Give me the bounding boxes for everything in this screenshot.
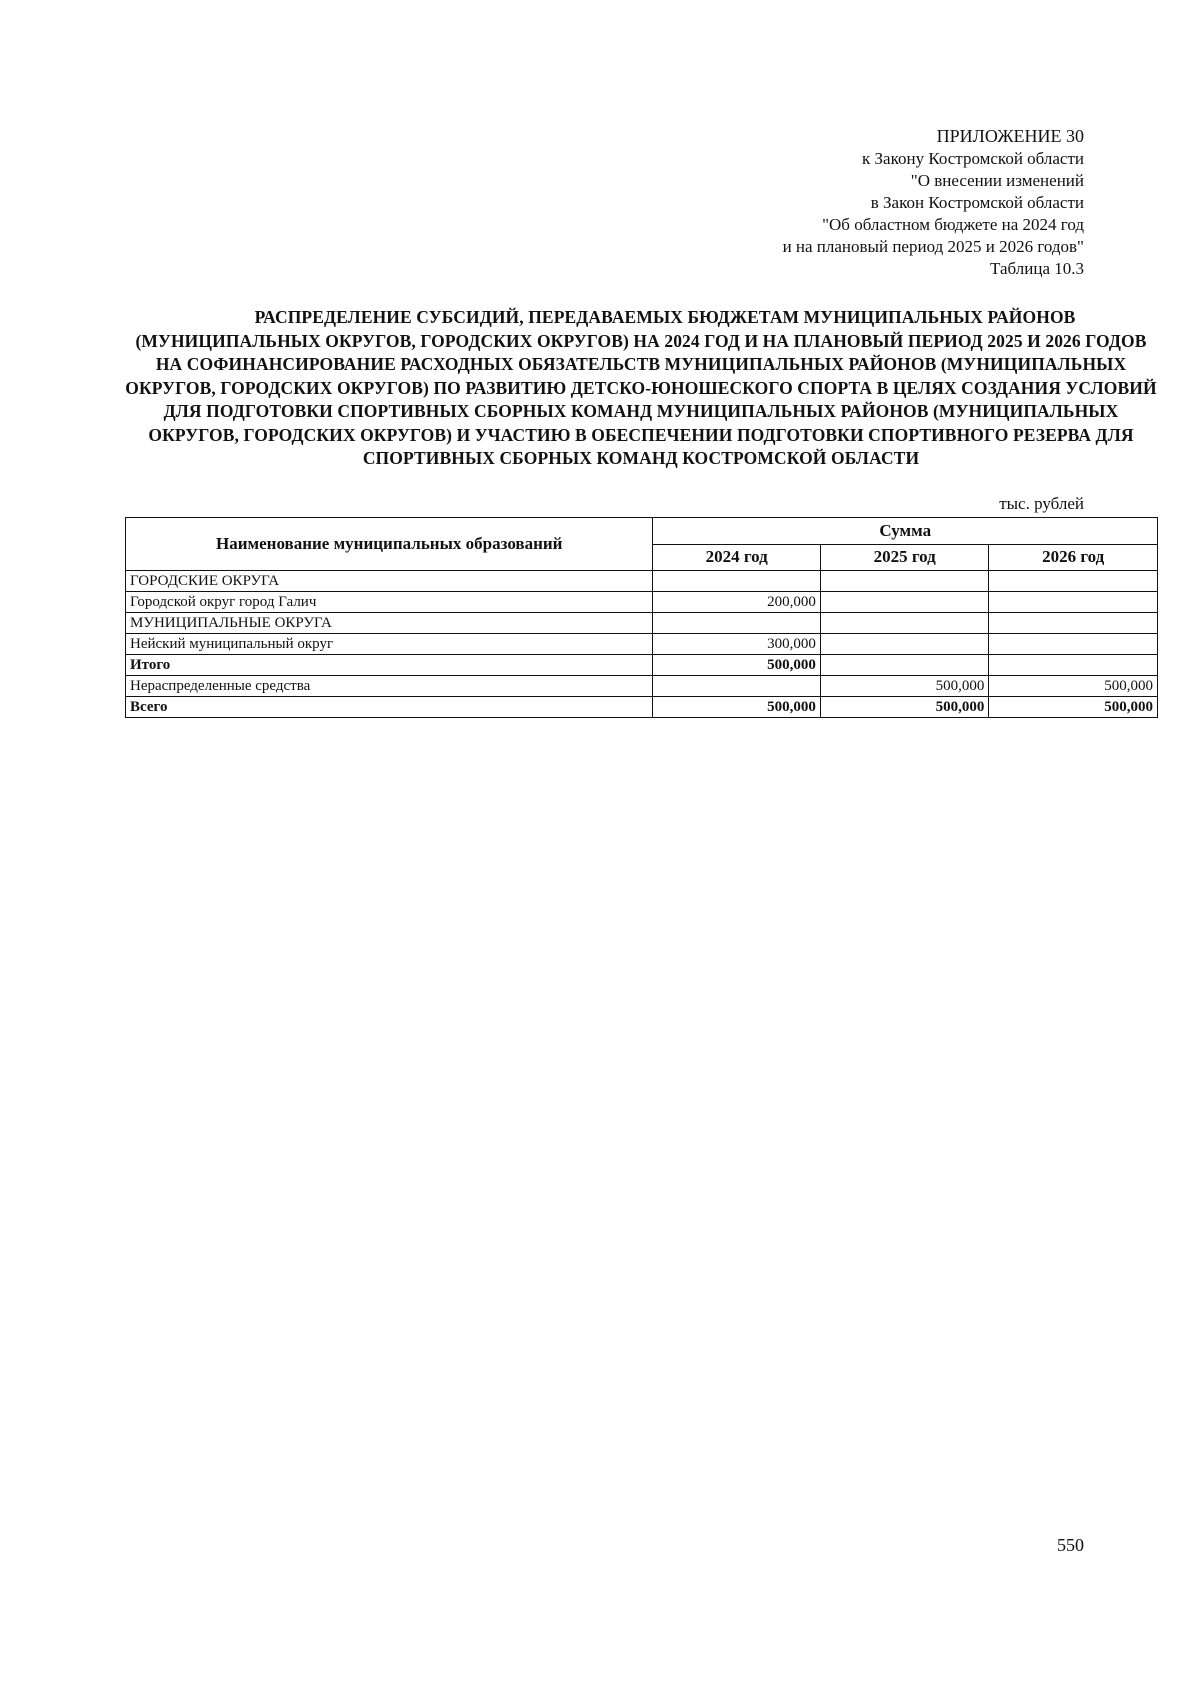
row-value-2024: 500,000 xyxy=(653,655,820,676)
row-name: Итого xyxy=(126,655,653,676)
column-header-sum: Сумма xyxy=(653,518,1158,545)
row-value-2024 xyxy=(653,613,820,634)
table-row xyxy=(126,613,1158,634)
row-name: ГОРОДСКИЕ ОКРУГА xyxy=(126,571,653,592)
row-value-2025: 500,000 xyxy=(820,697,989,718)
column-header-2025: 2025 год xyxy=(820,544,989,571)
row-value-2025: 500,000 xyxy=(820,676,989,697)
row-value-2026 xyxy=(989,592,1158,613)
table-row xyxy=(126,571,1158,592)
subsidy-table xyxy=(125,517,1158,718)
table-row xyxy=(126,592,1158,613)
page-number: 550 xyxy=(1057,1535,1084,1555)
row-name: Нераспределенные средства xyxy=(126,676,653,697)
row-name: МУНИЦИПАЛЬНЫЕ ОКРУГА xyxy=(126,613,653,634)
table-row xyxy=(126,634,1158,655)
appendix-line: и на плановый период 2025 и 2026 годов" xyxy=(782,237,1084,256)
appendix-line: в Закон Костромской области xyxy=(870,193,1084,212)
row-value-2026 xyxy=(989,634,1158,655)
table-row-subtotal xyxy=(126,655,1158,676)
units-label: тыс. рублей xyxy=(999,494,1084,513)
row-value-2025 xyxy=(820,655,989,676)
column-header-2026: 2026 год xyxy=(989,544,1158,571)
row-name: Всего xyxy=(126,697,653,718)
table-number: Таблица 10.3 xyxy=(990,259,1084,278)
table-row xyxy=(126,676,1158,697)
row-value-2024 xyxy=(653,676,820,697)
row-value-2024: 200,000 xyxy=(653,592,820,613)
row-value-2025 xyxy=(820,613,989,634)
row-value-2025 xyxy=(820,634,989,655)
appendix-line: "Об областном бюджете на 2024 год xyxy=(822,215,1084,234)
row-value-2025 xyxy=(820,571,989,592)
table-header-row xyxy=(126,518,1158,545)
table-row-total xyxy=(126,697,1158,718)
row-value-2026: 500,000 xyxy=(989,676,1158,697)
row-value-2024 xyxy=(653,571,820,592)
column-header-name: Наименование муниципальных образований xyxy=(126,518,653,571)
appendix-line: "О внесении изменений xyxy=(910,171,1084,190)
appendix-line: к Закону Костромской области xyxy=(862,149,1084,168)
row-name: Городской округ город Галич xyxy=(126,592,653,613)
appendix-header xyxy=(564,124,1084,280)
row-value-2026 xyxy=(989,613,1158,634)
document-title: РАСПРЕДЕЛЕНИЕ СУБСИДИЙ, ПЕРЕДАВАЕМЫХ БЮДЖЕТАМ МУНИЦИПАЛЬНЫХ РАЙОНОВ (МУНИЦИПАЛЬНЫХ ОКРУГОВ, ГОРОДСКИХ ОКРУГОВ) НА 2024 ГОД И НА ПЛАНОВЫЙ ПЕРИОД 2025 И 2026 ГОДОВ НА СОФИНАНСИРОВАНИЕ РАСХОДНЫХ ОБЯЗАТЕЛЬСТВ МУНИЦИПАЛЬНЫХ РАЙОНОВ (МУНИЦИПАЛЬНЫХ ОКРУГОВ, ГОРОДСКИХ ОКРУГОВ) ПО РАЗВИТИЮ ДЕТСКО-ЮНОШЕСКОГО СПОРТА В ЦЕЛЯХ СОЗДАНИЯ УСЛОВИЙ ДЛЯ ПОДГОТОВКИ СПОРТИВНЫХ СБОРНЫХ КОМАНД МУНИЦИПАЛЬНЫХ РАЙОНОВ (МУНИЦИПАЛЬНЫХ ОКРУГОВ, ГОРОДСКИХ ОКРУГОВ) И УЧАСТИЮ В ОБЕСПЕЧЕНИИ ПОДГОТОВКИ СПОРТИВНОГО РЕЗЕРВА ДЛЯ СПОРТИВНЫХ СБОРНЫХ КОМАНД КОСТРОМСКОЙ ОБЛАСТИ xyxy=(125,307,1157,468)
row-value-2024: 500,000 xyxy=(653,697,820,718)
row-value-2026 xyxy=(989,655,1158,676)
row-value-2024: 300,000 xyxy=(653,634,820,655)
row-value-2026: 500,000 xyxy=(989,697,1158,718)
column-header-2024: 2024 год xyxy=(653,544,820,571)
row-name: Нейский муниципальный округ xyxy=(126,634,653,655)
appendix-number: ПРИЛОЖЕНИЕ 30 xyxy=(936,126,1084,146)
row-value-2025 xyxy=(820,592,989,613)
row-value-2026 xyxy=(989,571,1158,592)
